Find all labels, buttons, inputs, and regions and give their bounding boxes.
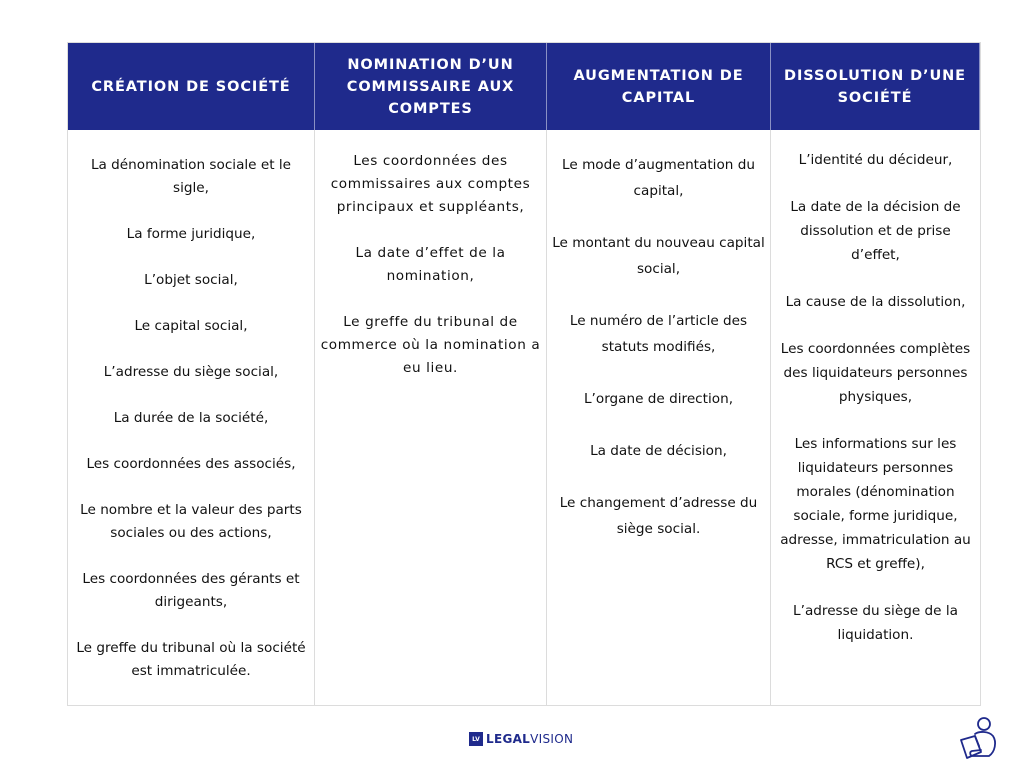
header-dissolution-societe: DISSOLUTION D’UNE SOCIÉTÉ (771, 43, 980, 130)
list-item: L’organe de direction, (583, 391, 734, 407)
list-item: La date de décision, (590, 443, 727, 459)
logo-wordmark-light: VISION (530, 732, 574, 746)
logo-wordmark-bold: LEGAL (486, 732, 531, 746)
list-item: La date de la décision de dissolution et de prise d’effet, (790, 199, 961, 263)
list-item: L’adresse du siège social, (103, 364, 279, 380)
list-item: L’objet social, (144, 272, 238, 288)
list-item: Le capital social, (134, 318, 248, 334)
list-item: L’identité du décideur, (798, 152, 953, 168)
list-item: Le greffe du tribunal de commerce où la nomination a eu lieu. (320, 314, 541, 376)
column-creation-societe (68, 130, 315, 706)
list-item: Les coordonnées des commissaires aux comptes principaux et suppléants, (330, 153, 531, 215)
header-augmentation-capital: AUGMENTATION DE CAPITAL (547, 43, 771, 130)
header-creation-societe: CRÉATION DE SOCIÉTÉ (68, 43, 315, 130)
column-dissolution-societe (771, 130, 980, 706)
list-item: Les coordonnées des gérants et dirigeants, (82, 571, 300, 610)
list-item: La date d’effet de la nomination, (355, 245, 506, 284)
list-item: Le greffe du tribunal où la société est immatriculée. (76, 640, 306, 679)
column-augmentation-capital (547, 130, 771, 706)
logo-wordmark (486, 732, 573, 746)
list-item: La dénomination sociale et le sigle, (90, 157, 292, 196)
legalvision-logo (469, 732, 573, 746)
list-item: La cause de la dissolution, (785, 294, 966, 310)
list-item: Les coordonnées complètes des liquidateurs personnes physiques, (780, 341, 971, 405)
list-item: La durée de la société, (113, 410, 269, 426)
column-nomination-commissaire (315, 130, 547, 706)
logo-badge: LV (469, 732, 483, 746)
comparison-table (67, 42, 981, 706)
list-item: Les informations sur les liquidateurs personnes morales (dénomination sociale, forme juridique, adresse, immatriculation au RCS et greffe), (780, 436, 971, 572)
list-item: Le changement d’adresse du siège social. (559, 495, 758, 537)
list-item: Le mode d’augmentation du capital, (562, 157, 755, 199)
list-item: Le montant du nouveau capital social, (552, 235, 765, 277)
list-item: La forme juridique, (126, 226, 256, 242)
list-item: L’adresse du siège de la liquidation. (793, 603, 958, 643)
list-item: Le nombre et la valeur des parts sociales ou des actions, (80, 502, 302, 541)
list-item: Le numéro de l’article des statuts modifiés, (569, 313, 748, 355)
list-item: Les coordonnées des associés, (86, 456, 296, 472)
reader-icon (957, 716, 997, 762)
header-nomination-commissaire: NOMINATION D’UN COMMISSAIRE AUX COMPTES (315, 43, 547, 130)
